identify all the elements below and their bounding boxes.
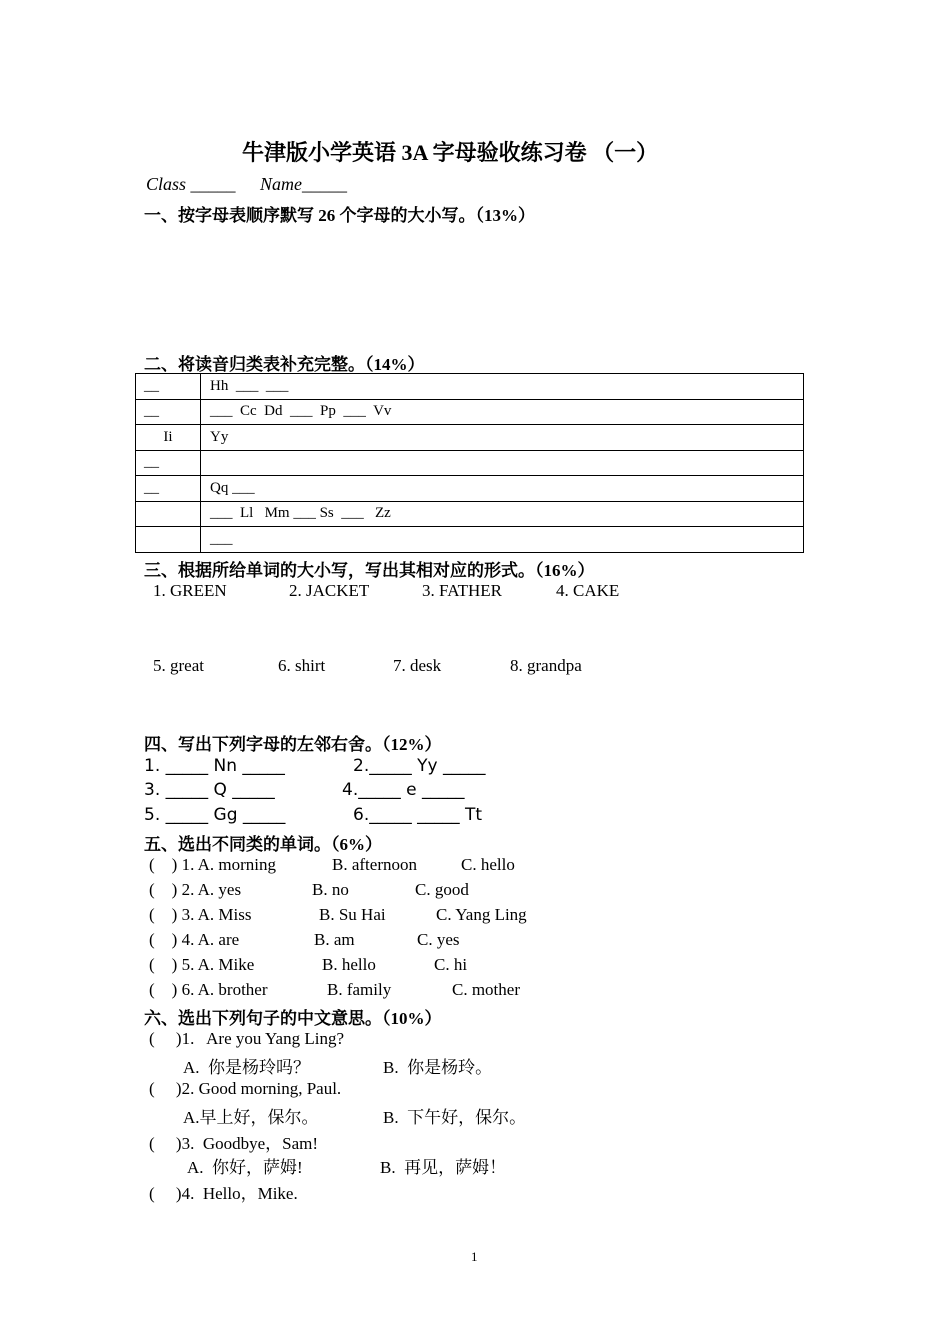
- table-row: [136, 374, 804, 400]
- table-cell: ___: [201, 527, 804, 553]
- table-cell: [136, 527, 201, 553]
- odd-one-out-question: ( ) 6. A. brother: [149, 980, 268, 999]
- translation-question: ( )1. Are you Yang Ling?: [149, 1029, 345, 1048]
- odd-one-out-question: ( ) 5. A. Mike: [149, 955, 255, 974]
- table-cell: __: [136, 374, 201, 400]
- odd-one-out-option: B. family: [327, 980, 392, 999]
- translation-option: B. 再见，萨姆！: [380, 1158, 507, 1177]
- section-5-heading: 五、选出不同类的单词。（6%）: [144, 835, 382, 854]
- table-cell: Qq ___: [201, 476, 804, 502]
- neighbor-item: 2._____ Yy _____: [353, 756, 486, 776]
- translation-option: A.早上好，保尔。: [183, 1108, 319, 1127]
- odd-one-out-option: B. no: [312, 880, 349, 899]
- table-row: [136, 501, 804, 527]
- table-cell: ___ Cc Dd ___ Pp ___ Vv: [201, 399, 804, 425]
- odd-one-out-option: C. Yang Ling: [436, 905, 527, 924]
- odd-one-out-option: B. afternoon: [332, 855, 417, 874]
- neighbor-item: 4._____ e _____: [342, 780, 465, 800]
- odd-one-out-option: B. am: [314, 930, 355, 949]
- odd-one-out-option: B. Su Hai: [319, 905, 386, 924]
- neighbor-item: 6._____ _____ Tt: [353, 805, 483, 825]
- odd-one-out-option: C. mother: [452, 980, 520, 999]
- table-cell: __: [136, 450, 201, 476]
- word-item: 8. grandpa: [510, 656, 582, 675]
- neighbor-item: 3. _____ Q _____: [144, 780, 275, 800]
- translation-question: ( )4. Hello，Mike.: [149, 1184, 298, 1203]
- odd-one-out-option: B. hello: [322, 955, 376, 974]
- section-6-heading: 六、选出下列句子的中文意思。（10%）: [144, 1009, 442, 1028]
- table-row: [136, 450, 804, 476]
- section-3-heading: 三、根据所给单词的大小写，写出其相对应的形式。（16%）: [144, 561, 595, 580]
- word-item: 6. shirt: [278, 656, 326, 675]
- translation-option: B. 你是杨玲。: [383, 1058, 493, 1077]
- table-cell: Hh ___ ___: [201, 374, 804, 400]
- table-cell: __: [136, 399, 201, 425]
- table-cell: [136, 501, 201, 527]
- neighbor-item: 5. _____ Gg _____: [144, 805, 286, 825]
- word-item: 3. FATHER: [422, 581, 502, 600]
- table-cell: __: [136, 476, 201, 502]
- table-row: [136, 425, 804, 451]
- section-1-heading: 一、按字母表顺序默写 26 个字母的大小写。（13%）: [144, 206, 535, 225]
- table-cell: Yy: [201, 425, 804, 451]
- table-cell: Ii: [136, 425, 201, 451]
- word-item: 1. GREEN: [153, 581, 227, 600]
- odd-one-out-option: C. hi: [434, 955, 468, 974]
- odd-one-out-option: C. hello: [461, 855, 515, 874]
- odd-one-out-question: ( ) 1. A. morning: [149, 855, 277, 874]
- table-row: [136, 476, 804, 502]
- odd-one-out-option: C. good: [415, 880, 469, 899]
- sound-classification-table: [135, 373, 804, 553]
- table-row: [136, 399, 804, 425]
- table-row: [136, 527, 804, 553]
- name-label: Name_____: [260, 174, 347, 194]
- word-item: 4. CAKE: [556, 581, 620, 600]
- translation-question: ( )2. Good morning, Paul.: [149, 1079, 342, 1098]
- translation-option: B. 下午好，保尔。: [383, 1108, 527, 1127]
- odd-one-out-question: ( ) 3. A. Miss: [149, 905, 252, 924]
- page-number: 1: [471, 1249, 478, 1264]
- translation-question: ( )3. Goodbye，Sam!: [149, 1134, 319, 1153]
- table-cell: [201, 450, 804, 476]
- section-4-heading: 四、写出下列字母的左邻右舍。（12%）: [144, 735, 442, 754]
- translation-option: A. 你好，萨姆!: [187, 1158, 303, 1177]
- word-item: 2. JACKET: [289, 581, 370, 600]
- translation-option: A. 你是杨玲吗？: [183, 1058, 311, 1077]
- neighbor-item: 1. _____ Nn _____: [144, 756, 285, 776]
- class-label: Class _____: [146, 174, 236, 194]
- word-item: 7. desk: [393, 656, 442, 675]
- odd-one-out-question: ( ) 2. A. yes: [149, 880, 242, 899]
- page-title: 牛津版小学英语 3A 字母验收练习卷 （一）: [242, 140, 659, 165]
- section-2-heading: 二、将读音归类表补充完整。（14%）: [144, 355, 425, 374]
- table-cell: ___ Ll Mm ___ Ss ___ Zz: [201, 501, 804, 527]
- word-item: 5. great: [153, 656, 204, 675]
- odd-one-out-question: ( ) 4. A. are: [149, 930, 240, 949]
- odd-one-out-option: C. yes: [417, 930, 460, 949]
